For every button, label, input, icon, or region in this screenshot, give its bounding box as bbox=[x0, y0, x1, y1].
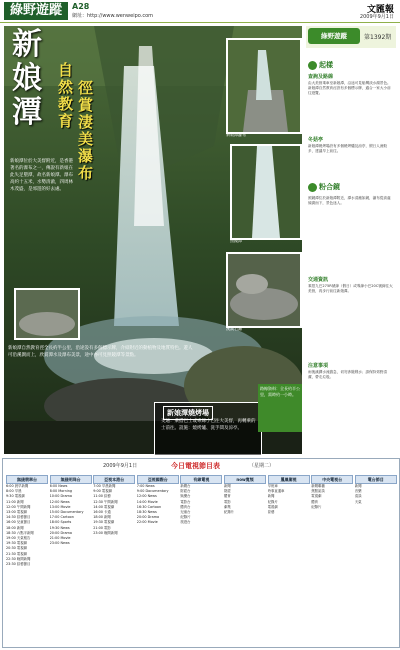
tv-program: 9:00 電視劇 bbox=[93, 489, 113, 494]
subtitle-char: 徑 bbox=[78, 79, 94, 97]
tv-channel-name: 鳳凰衛視 bbox=[268, 475, 310, 484]
subtitle-char: 自 bbox=[58, 61, 74, 79]
tv-program: 21:30 電視劇 bbox=[6, 551, 28, 556]
tv-program: 6:00 晨早新聞 bbox=[6, 484, 29, 488]
sidebar-text-3: 照鏡潭位於新娘潭附近，潭水清澈如鏡，瀑布從高處傾瀉而下，景色迷人。 bbox=[308, 196, 391, 205]
tv-program: 18:00 新聞 bbox=[93, 515, 111, 520]
tv-program: 22:30 晚間新聞 bbox=[6, 556, 31, 561]
tv-program: 11:00 新聞 bbox=[6, 499, 24, 504]
tv-program: 19:00 天氣報告 bbox=[6, 536, 31, 541]
sidebar-badge: 綠野遊蹤 bbox=[308, 28, 360, 44]
tv-program: 14:00 Movie bbox=[136, 499, 158, 504]
feature-subtitle-a bbox=[58, 62, 78, 130]
tv-channel-column bbox=[180, 475, 222, 643]
tv-channel-name: now寬頻 bbox=[224, 475, 266, 484]
tv-program: 電視劇 bbox=[311, 494, 322, 499]
feature-subtitle-b bbox=[78, 80, 98, 182]
tv-program: 紀錄片 bbox=[224, 510, 235, 515]
caption-b: 照鏡潭 bbox=[230, 238, 242, 243]
tv-channel-column bbox=[93, 475, 135, 643]
tv-listings bbox=[2, 458, 400, 648]
tv-program: 6:00 News bbox=[49, 484, 68, 488]
caption-a: 新娘潭瀑布 bbox=[226, 132, 246, 137]
tv-program: 綜藝 bbox=[267, 510, 275, 515]
tv-program: 新聞台 bbox=[180, 484, 191, 488]
tv-program: 20:00 Drama bbox=[136, 515, 160, 520]
subtitle-char: 美 bbox=[78, 130, 94, 148]
inset-photo-bottom bbox=[226, 252, 302, 328]
tv-program: 音樂 bbox=[354, 489, 362, 494]
header-subline: 網址：http://www.wenweipo.com bbox=[72, 13, 154, 19]
tv-channel-name: 無綫翡翠台 bbox=[6, 475, 48, 484]
tv-program: 7:00 早晨新聞 bbox=[93, 484, 116, 488]
sidebar-text-1: 由大美督乘車至新娘潭，沿途可見船灣淡水湖景色。新娘潭自然教育徑設有多個標示牌，適合一家大小前往遊覽。 bbox=[308, 81, 391, 95]
tv-channel-name: 亞視本港台 bbox=[93, 475, 135, 484]
tv-program: 新聞 bbox=[267, 494, 275, 499]
feature-intro-text: 新娘潭位於大美督附近，是香港著名的瀑布之一，傳說有新娘在此失足墮潭，故名新娘潭。瀑布高約十五米，水勢清澈，四周林木茂盛，是郊遊的好去處。 bbox=[10, 159, 73, 192]
tv-program: 電影 bbox=[224, 499, 231, 504]
tv-program: 22:00 Movie bbox=[136, 520, 158, 525]
tv-program: 早班車 bbox=[267, 484, 278, 488]
tv-program: 財經台 bbox=[180, 489, 191, 494]
tv-program: 20:00 Drama bbox=[49, 530, 72, 535]
subtitle-char: 賞 bbox=[78, 96, 94, 114]
tv-program: 18:30 六點半新聞 bbox=[6, 530, 34, 535]
sidebar bbox=[306, 26, 396, 454]
tv-program: 12:00 News bbox=[136, 494, 157, 499]
tv-program: 紀錄片 bbox=[311, 504, 322, 509]
tv-program: 電視劇 bbox=[267, 504, 278, 509]
title-char: 娘 bbox=[12, 61, 42, 96]
tv-program: 7:00 News bbox=[136, 484, 155, 488]
sidebar-section-3 bbox=[308, 182, 340, 192]
tv-program: 17:00 Cartoon bbox=[49, 515, 74, 520]
tv-program: 10:00 Drama bbox=[49, 494, 72, 499]
tv-program: 23:00 News bbox=[49, 541, 70, 546]
tv-program: 18:30 News bbox=[136, 510, 157, 515]
tv-program: 天氣 bbox=[354, 499, 362, 504]
section-heading: 粉合鏡 bbox=[319, 183, 340, 191]
tv-channel-name: 亞視國際台 bbox=[137, 475, 179, 484]
tv-channel-column bbox=[311, 475, 353, 643]
tv-program: 8:00 早晨 bbox=[6, 489, 22, 494]
feature-body-text: 新娘潭自然教育徑全長約半公里，沿途設有多個標示牌，介紹附近的動植物及地質特色。遊人可沿溪澗而上，欣賞潭水及瀑布美景，途中亦可見照鏡潭等景點。 bbox=[8, 346, 193, 358]
caption-c: 溪澗石灘 bbox=[226, 326, 242, 331]
tv-program: 新聞 bbox=[224, 484, 231, 488]
subtitle-char: 布 bbox=[78, 164, 94, 182]
tv-program: 19:30 News bbox=[49, 525, 70, 530]
tv-channel-column bbox=[6, 475, 48, 643]
tv-program: 14:00 電視劇 bbox=[93, 504, 115, 509]
tv-program: 12:00 午間新聞 bbox=[6, 504, 31, 509]
info-box-title: 新娘潭燒烤場 bbox=[163, 406, 213, 420]
tv-channel-name: 中央電視台 bbox=[311, 475, 353, 484]
page-header bbox=[0, 0, 400, 23]
tv-program: 體育 bbox=[224, 494, 231, 499]
tv-program: 16:30 Cartoon bbox=[136, 504, 162, 509]
section-logo: 綠野遊蹤 bbox=[4, 2, 68, 20]
tv-program: 新聞聯播 bbox=[311, 484, 325, 488]
tv-program: 紀錄片 bbox=[267, 499, 278, 504]
tv-program: 清談 bbox=[354, 494, 362, 499]
sidebar-text-2: 新娘潭燒烤場設有多個燒烤爐及涼亭，假日人流較多，建議早上前往。 bbox=[308, 144, 388, 153]
subtitle-char: 瀑 bbox=[78, 147, 94, 165]
section-dot-icon bbox=[308, 183, 317, 192]
info-box bbox=[154, 402, 262, 456]
sidebar-text-5: 雨後溪澗水流湍急，切勿涉險戲水；請保持郊野清潔，帶走垃圾。 bbox=[308, 370, 388, 379]
tv-program: 新聞 bbox=[354, 484, 362, 488]
tv-program: 11:00 綜藝 bbox=[93, 494, 111, 499]
tv-program: 旅遊台 bbox=[180, 520, 191, 525]
tv-program: 財經 bbox=[224, 489, 231, 494]
tv-title: 今日電視節目表 bbox=[171, 462, 220, 470]
tv-program: 紀錄片 bbox=[180, 515, 191, 520]
tv-program: 劇集 bbox=[224, 504, 231, 509]
tv-program: 娛樂台 bbox=[180, 494, 191, 499]
info-box-text: 交通：乘搭巴士或專線小巴往大美督，再轉乘的士前往。設施：燒烤爐、洗手間及涼亭。 bbox=[161, 419, 256, 431]
tv-program: 15:00 Documentary bbox=[49, 510, 84, 515]
sidebar-text-4: 乘搭九巴275R號線（假日）或專線小巴20C號線往大美督，再步行前往新娘潭。 bbox=[308, 284, 393, 293]
tv-program: 12:00 News bbox=[49, 499, 70, 504]
tv-channel-name: 電台節目 bbox=[355, 475, 397, 484]
tv-channel-column bbox=[137, 475, 179, 643]
tv-date: 2009年9月1日 bbox=[103, 463, 138, 469]
sidebar-subheading-2: 冬菇亭 bbox=[308, 137, 324, 143]
section-heading: 起樣 bbox=[319, 61, 333, 69]
tv-program: 19:30 電視劇 bbox=[6, 541, 28, 546]
route-info-box: 路線資料：全長約半公里，需時約一小時。 bbox=[258, 384, 302, 432]
tv-program: 14:30 綜藝節目 bbox=[6, 515, 31, 520]
subtitle-char: 然 bbox=[58, 78, 74, 96]
subtitle-char: 教 bbox=[58, 95, 74, 113]
tv-program: 23:30 綜藝節目 bbox=[6, 562, 31, 567]
title-char: 潭 bbox=[12, 95, 42, 130]
tv-program: 21:00 Movie bbox=[49, 536, 71, 541]
tv-channel-column bbox=[268, 475, 310, 643]
tv-program: 19:30 電視劇 bbox=[93, 520, 115, 525]
subtitle-char: 淒 bbox=[78, 113, 94, 131]
sidebar-header bbox=[306, 26, 396, 48]
tv-program: 13:00 電視劇 bbox=[6, 510, 28, 515]
title-char: 新 bbox=[12, 27, 42, 62]
page-number: A28 bbox=[72, 2, 90, 11]
tv-channel-column bbox=[224, 475, 266, 643]
tv-channel-column bbox=[50, 475, 92, 643]
tv-program: 體育台 bbox=[180, 504, 191, 509]
tv-channel-column bbox=[355, 475, 397, 643]
tv-program: 13:00 Movie bbox=[49, 504, 71, 509]
feature-title bbox=[12, 28, 52, 130]
sidebar-subheading-1: 查詢及路線 bbox=[308, 74, 334, 80]
tv-program: 20:30 電視劇 bbox=[6, 546, 28, 551]
tv-program: 焦點訪談 bbox=[311, 489, 325, 494]
tv-program: 23:00 晚間新聞 bbox=[93, 530, 118, 535]
tv-channel-name: 有線電視 bbox=[180, 475, 222, 484]
tv-channel-name: 無綫明珠台 bbox=[50, 475, 92, 484]
sidebar-subheading-4: 交通資訊 bbox=[308, 277, 329, 283]
header-date: 2009年9月1日 bbox=[359, 14, 394, 20]
tv-program: 9:30 電視劇 bbox=[6, 494, 25, 499]
tv-program: 16:00 卡通 bbox=[93, 510, 111, 515]
sidebar-subheading-5: 注意事項 bbox=[308, 363, 329, 369]
tv-day: （星期二） bbox=[249, 463, 275, 469]
tv-program: 體育 bbox=[311, 499, 318, 504]
tv-program: 兒童台 bbox=[180, 510, 191, 515]
tv-program: 21:00 電影 bbox=[93, 525, 111, 530]
tv-program: 18:00 Sports bbox=[49, 520, 72, 525]
subtitle-char: 育 bbox=[58, 112, 74, 130]
issue-number: 第1392期 bbox=[364, 34, 392, 41]
tv-program: 時事直通車 bbox=[267, 489, 285, 494]
tv-program: 電影台 bbox=[180, 499, 191, 504]
inset-photo-middle bbox=[230, 144, 302, 240]
tv-program: 9:00 Documentary bbox=[136, 489, 169, 494]
sidebar-section-1 bbox=[308, 60, 333, 70]
tv-program: 8:00 Morning bbox=[49, 489, 73, 494]
section-dot-icon bbox=[308, 61, 317, 70]
tv-program: 18:00 新聞 bbox=[6, 525, 24, 530]
tv-program: 16:00 兒童節目 bbox=[6, 520, 31, 525]
inset-photo-top bbox=[226, 38, 302, 134]
tv-program: 12:30 午間新聞 bbox=[93, 499, 118, 504]
paper-name: 文匯報 bbox=[366, 5, 394, 15]
